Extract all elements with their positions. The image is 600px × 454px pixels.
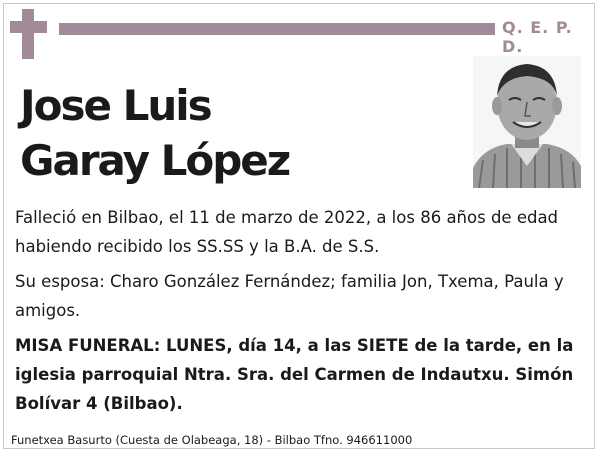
family-paragraph: Su esposa: Charo González Fernández; familia Jon, Txema, Paula y amigos.	[15, 272, 564, 320]
deceased-photo	[473, 56, 581, 188]
funeral-home-footer: Funetxea Basurto (Cuesta de Olabeaga, 18) - Bilbao Tfno. 946611000	[11, 433, 413, 447]
header-divider	[59, 23, 495, 35]
death-paragraph: Falleció en Bilbao, el 11 de marzo de 2022, a los 86 años de edad habiendo recibido los SS.SS y la B.A. de S.S.	[15, 208, 559, 256]
name-line-2: Garay López	[20, 136, 290, 185]
name-line-1: Jose Luis	[20, 81, 211, 130]
funeral-paragraph: MISA FUNERAL: LUNES, día 14, a las SIETE de la tarde, en la iglesia parroquial Ntra. Sra. del Carmen de Indautxu. Simón Bolívar 4 (Bilbao).	[15, 336, 574, 413]
deceased-name	[20, 78, 289, 188]
qepd-badge: Q. E. P. D.	[502, 18, 573, 56]
notice-body	[15, 203, 585, 424]
